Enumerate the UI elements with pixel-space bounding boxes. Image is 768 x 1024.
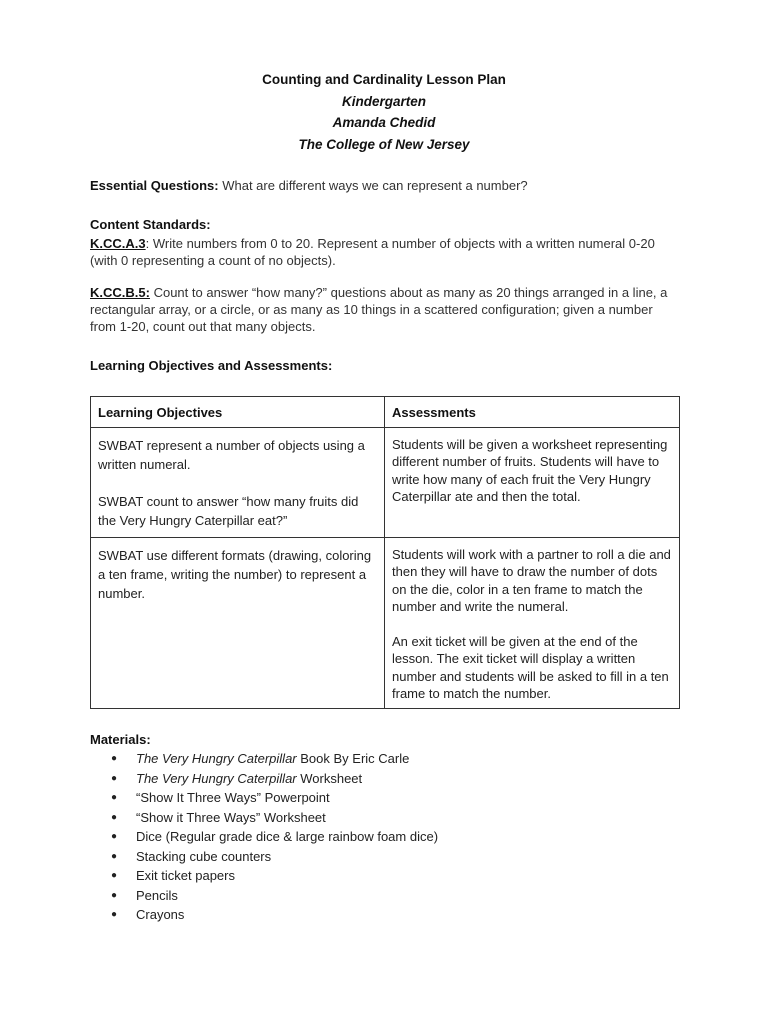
bullet-icon: ● xyxy=(110,831,118,842)
objective-text: SWBAT represent a number of objects using a written numeral. xyxy=(98,438,365,472)
standard-text: Count to answer “how many?” questions about as many as 20 things arranged in a line, a rectangular array, or a circle, or as many as 10 things in a scattered configuration; given a number from 1-20, count out that many objects. xyxy=(90,285,668,334)
list-item: ● The Very Hungry Caterpillar Book By Eric Carle xyxy=(108,749,438,769)
essential-questions xyxy=(90,177,680,194)
bullet-icon: ● xyxy=(110,811,118,823)
bullet-icon: ● xyxy=(110,753,118,764)
objectives-table xyxy=(90,396,680,709)
list-item: ● The Very Hungry Caterpillar Worksheet xyxy=(108,769,438,789)
page-title: Counting and Cardinality Lesson Plan xyxy=(262,72,506,87)
standard-kccb5 xyxy=(90,284,680,335)
author-name: Amanda Chedid xyxy=(332,115,436,130)
list-item: ● “Show it Three Ways” Worksheet xyxy=(108,808,438,828)
table-header-row xyxy=(91,397,680,428)
column-header-assessments: Assessments xyxy=(385,397,680,428)
assessment-text: Students will work with a partner to roll a die and then they will have to draw the number of dots on the die, color in a ten frame to match the number and write the numeral. xyxy=(392,547,671,614)
list-item: ● Stacking cube counters xyxy=(108,847,438,867)
objective-cell xyxy=(91,428,385,538)
content-standards-heading: Content Standards: xyxy=(90,217,211,232)
title-block xyxy=(0,69,768,155)
list-item: ● Crayons xyxy=(108,905,438,925)
objective-text: SWBAT use different formats (drawing, coloring a ten frame, writing the number) to represent a number. xyxy=(98,548,372,601)
standard-code: K.CC.B.5: xyxy=(90,285,150,300)
list-item: ● Pencils xyxy=(108,886,438,906)
materials-list xyxy=(108,749,438,925)
objective-text: SWBAT count to answer “how many fruits did the Very Hungry Caterpillar eat?” xyxy=(98,494,359,528)
standard-kcca3 xyxy=(90,235,680,269)
bullet-icon: ● xyxy=(110,792,118,803)
assessment-text: An exit ticket will be given at the end of the lesson. The exit ticket will display a written number and students will be asked to fill in a ten frame to match the number. xyxy=(392,634,669,702)
bullet-icon: ● xyxy=(110,772,118,784)
objectives-heading: Learning Objectives and Assessments: xyxy=(90,358,333,373)
column-header-objectives: Learning Objectives xyxy=(91,397,385,428)
essential-questions-text: What are different ways we can represent a number? xyxy=(222,178,528,193)
standard-code: K.CC.A.3 xyxy=(90,236,146,251)
materials-heading: Materials: xyxy=(90,732,151,747)
list-item: ● “Show It Three Ways” Powerpoint xyxy=(108,788,438,808)
grade-level: Kindergarten xyxy=(341,93,426,109)
bullet-icon: ● xyxy=(110,889,118,901)
table-row xyxy=(91,538,680,709)
standard-text: Write numbers from 0 to 20. Represent a number of objects with a written numeral 0-20 (with 0 representing a count of no objects). xyxy=(90,236,655,268)
assessment-cell xyxy=(385,538,680,709)
bullet-icon: ● xyxy=(110,850,118,862)
assessment-cell xyxy=(385,428,680,538)
objective-cell xyxy=(91,538,385,709)
essential-questions-label: Essential Questions: xyxy=(90,178,219,193)
assessment-text: Students will be given a worksheet representing different number of fruits. Students will have to write how many of each fruit the Very Hungry Caterpillar ate and then the total. xyxy=(392,437,668,504)
bullet-icon: ● xyxy=(110,870,118,881)
standard-separator: : xyxy=(145,236,150,251)
bullet-icon: ● xyxy=(110,909,118,920)
list-item: ● Exit ticket papers xyxy=(108,866,438,886)
table-row xyxy=(91,428,680,538)
list-item: ● Dice (Regular grade dice & large rainbow foam dice) xyxy=(108,827,438,847)
institution-name: The College of New Jersey xyxy=(298,136,470,152)
